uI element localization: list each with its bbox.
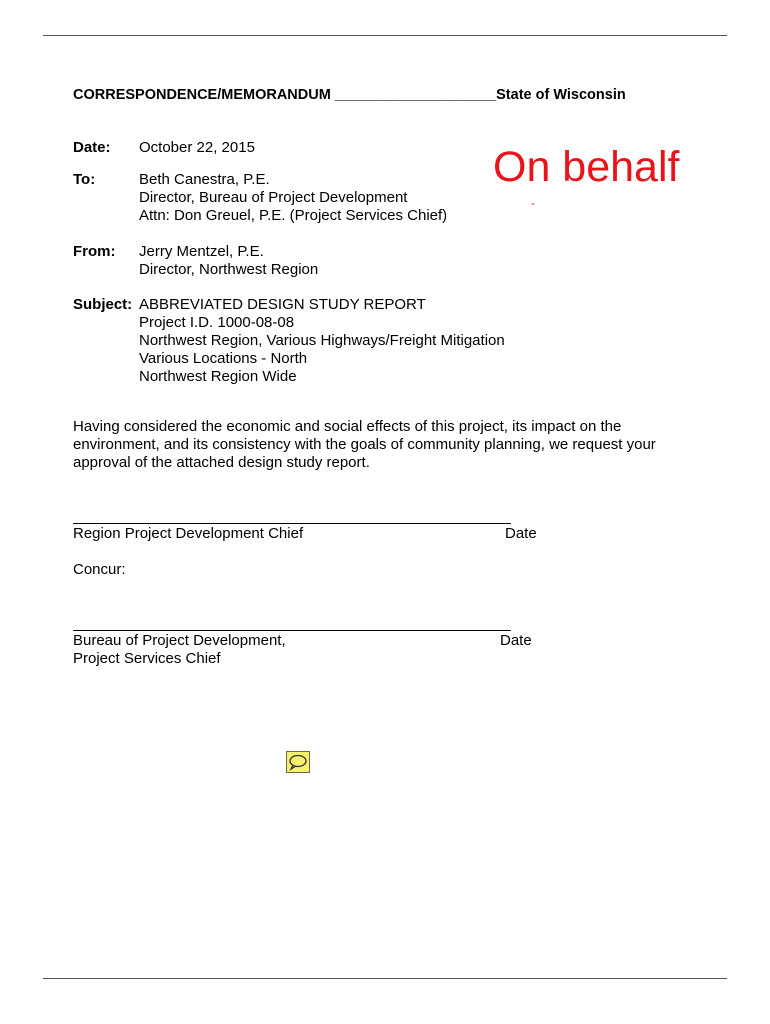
subject-line: Northwest Region, Various Highways/Freight Mitigation [139,332,505,349]
signature2-title: Bureau of Project Development, [73,632,286,649]
subject-line: Project I.D. 1000-08-08 [139,314,295,331]
to-line: Attn: Don Greuel, P.E. (Project Services Chief) [139,207,448,224]
subject-line: ABBREVIATED DESIGN STUDY REPORT [139,296,426,313]
signature1-date: Date [505,525,537,542]
body-line: environment, and its consistency with the goals of community planning, we request your [73,436,656,453]
body-line: Having considered the economic and social effects of this project, its impact on the [73,418,622,435]
signature2-title: Project Services Chief [73,650,221,667]
from-label: From: [73,243,116,260]
header-blank: ____________________ [334,87,497,103]
signature2-date: Date [500,632,532,649]
body-paragraph [73,418,673,472]
date-label: Date: [73,139,111,156]
state-label: State of Wisconsin [496,87,626,103]
date-value: October 22, 2015 [139,139,255,156]
subject-line: Northwest Region Wide [139,368,297,385]
subject-label: Subject: [73,296,133,313]
memo-header [73,86,626,104]
to-label: To: [73,171,96,188]
annotation-mark: - [531,196,535,210]
from-line: Director, Northwest Region [139,261,319,278]
body-line: approval of the attached design study report. [73,454,370,471]
concur-label: Concur: [73,561,126,578]
signature-line-2 [73,630,511,631]
from-line: Jerry Mentzel, P.E. [139,243,264,260]
to-line: Beth Canestra, P.E. [139,171,270,188]
top-rule [43,35,727,36]
bottom-rule [43,978,727,979]
speech-bubble-icon[interactable] [286,751,310,773]
to-line: Director, Bureau of Project Development [139,189,408,206]
on-behalf-annotation: On behalf [493,143,680,191]
signature1-title: Region Project Development Chief [73,525,304,542]
memo-label: CORRESPONDENCE/MEMORANDUM [73,87,331,103]
signature-line-1 [73,523,511,524]
subject-line: Various Locations - North [139,350,308,367]
